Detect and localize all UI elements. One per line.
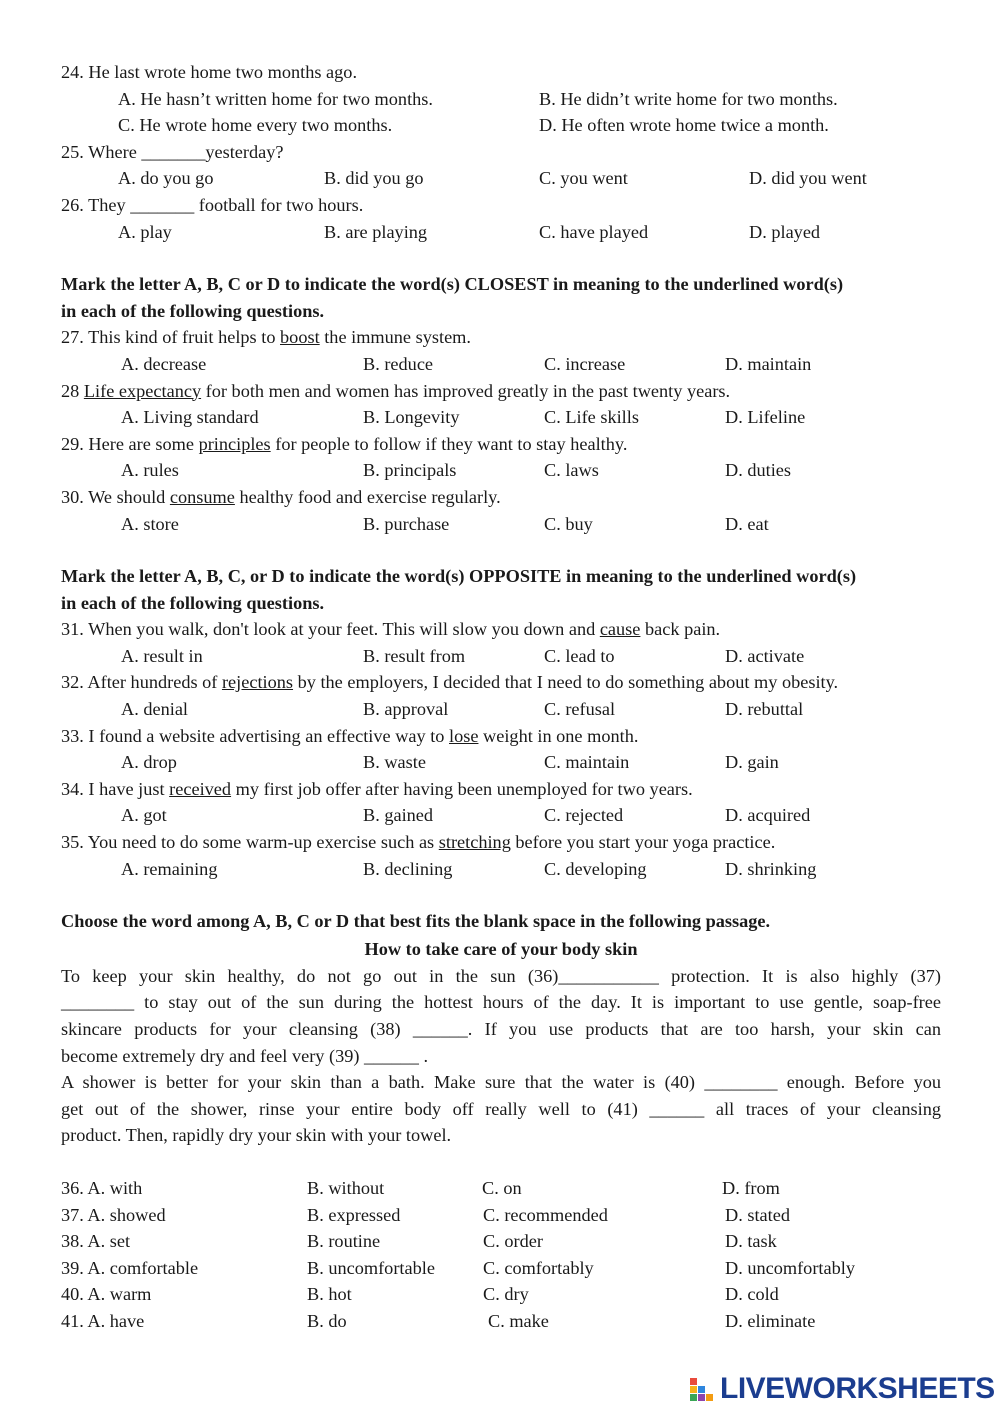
q34-option-a[interactable]: A. got xyxy=(121,805,167,826)
q38-option-d[interactable]: D. task xyxy=(725,1231,777,1252)
q35-option-c[interactable]: C. developing xyxy=(544,858,647,879)
q41-option-b[interactable]: B. do xyxy=(307,1310,347,1331)
q31-underlined-word: cause xyxy=(599,619,641,640)
q32-option-b[interactable]: B. approval xyxy=(363,699,449,720)
q31-option-d[interactable]: D. activate xyxy=(725,645,805,666)
question-34-options xyxy=(61,802,941,829)
passage-line-1: To keep your skin healthy, do not go out in the sun (36)___________ protection. It is also highly (37) xyxy=(61,965,941,986)
question-26-options xyxy=(61,219,941,246)
q36-option-c[interactable]: C. on xyxy=(482,1177,522,1198)
passage-line-5: A shower is better for your skin than a bath. Make sure that the water is (40) ________ enough. Before you xyxy=(61,1072,941,1093)
q33-option-b[interactable]: B. waste xyxy=(363,752,426,773)
q30-option-a[interactable]: A. store xyxy=(121,513,179,534)
q34-option-b[interactable]: B. gained xyxy=(363,805,434,826)
question-38-options xyxy=(61,1228,941,1255)
q33-option-c[interactable]: C. maintain xyxy=(544,752,630,773)
q35-option-b[interactable]: B. declining xyxy=(363,858,453,879)
q25-option-c[interactable]: C. you went xyxy=(539,168,628,189)
q24-option-b[interactable]: B. He didn’t write home for two months. xyxy=(539,88,838,109)
q32-option-d[interactable]: D. rebuttal xyxy=(725,699,804,720)
question-32-options xyxy=(61,696,941,723)
q24-option-d[interactable]: D. He often wrote home twice a month. xyxy=(539,115,829,136)
q34-option-d[interactable]: D. acquired xyxy=(725,805,811,826)
worksheet-page xyxy=(61,59,941,1335)
question-30-options xyxy=(61,511,941,538)
q38-option-b[interactable]: B. routine xyxy=(307,1231,381,1252)
question-24-stem: 24. He last wrote home two months ago. xyxy=(61,62,358,82)
q30-option-c[interactable]: C. buy xyxy=(544,513,593,534)
q35-underlined-word: stretching xyxy=(438,832,511,853)
q37-option-b[interactable]: B. expressed xyxy=(307,1204,401,1225)
q41-option-d[interactable]: D. eliminate xyxy=(725,1310,816,1331)
question-41-options xyxy=(61,1308,941,1335)
q39-option-b[interactable]: B. uncomfortable xyxy=(307,1257,435,1278)
q40-option-d[interactable]: D. cold xyxy=(725,1284,779,1305)
q31-option-a[interactable]: A. result in xyxy=(121,645,203,666)
q28-option-c[interactable]: C. Life skills xyxy=(544,407,639,428)
passage-line-4: become extremely dry and feel very (39) ______ . xyxy=(61,1045,429,1066)
question-27-stem: 27. This kind of fruit helps to boost the immune system. xyxy=(61,327,471,348)
q28-option-b[interactable]: B. Longevity xyxy=(363,407,460,428)
q31-option-b[interactable]: B. result from xyxy=(363,645,466,666)
q37-option-d[interactable]: D. stated xyxy=(725,1204,790,1225)
liveworksheets-logo-icon xyxy=(690,1376,716,1402)
question-40-options xyxy=(61,1281,941,1308)
q37-option-c[interactable]: C. recommended xyxy=(483,1204,608,1225)
section-passage-instruction: Choose the word among A, B, C or D that best fits the blank space in the following passage. xyxy=(61,911,771,932)
question-28-options xyxy=(61,404,941,431)
question-29-options xyxy=(61,457,941,484)
q27-option-a[interactable]: A. decrease xyxy=(121,353,207,374)
question-39-options xyxy=(61,1255,941,1282)
q26-option-d[interactable]: D. played xyxy=(749,221,821,242)
q34-underlined-word: received xyxy=(169,778,232,799)
q39-option-d[interactable]: D. uncomfortably xyxy=(725,1257,855,1278)
q24-option-a[interactable]: A. He hasn’t written home for two months. xyxy=(118,88,433,109)
question-35-stem: 35. You need to do some warm-up exercise such as stretching before you start your yoga practice. xyxy=(61,832,776,853)
q29-underlined-word: principles xyxy=(198,433,271,454)
section-opposite-instruction-line2: in each of the following questions. xyxy=(61,592,325,613)
q36-option-a[interactable]: 36. A. with xyxy=(61,1177,143,1198)
q28-underlined-word: Life expectancy xyxy=(83,380,202,401)
q24-option-c[interactable]: C. He wrote home every two months. xyxy=(118,115,393,136)
q28-option-d[interactable]: D. Lifeline xyxy=(725,407,806,428)
q41-option-c[interactable]: C. make xyxy=(488,1310,549,1331)
passage-line-2: ________ to stay out of the sun during the hottest hours of the day. It is important to use gentle, soap-free xyxy=(61,992,941,1013)
q27-underlined-word: boost xyxy=(280,327,320,348)
q30-option-d[interactable]: D. eat xyxy=(725,513,769,534)
q40-option-a[interactable]: 40. A. warm xyxy=(61,1284,152,1305)
q27-option-c[interactable]: C. increase xyxy=(544,353,626,374)
q25-option-a[interactable]: A. do you go xyxy=(118,168,214,189)
question-34-stem: 34. I have just received my first job offer after having been unemployed for two years. xyxy=(61,778,693,799)
question-36-options xyxy=(61,1175,941,1202)
q33-option-a[interactable]: A. drop xyxy=(121,752,177,773)
q29-option-d[interactable]: D. duties xyxy=(725,460,792,481)
question-33-options xyxy=(61,749,941,776)
q36-option-d[interactable]: D. from xyxy=(722,1177,780,1198)
question-25-stem: 25. Where _______yesterday? xyxy=(61,141,284,162)
q41-option-a[interactable]: 41. A. have xyxy=(61,1310,145,1331)
q27-option-b[interactable]: B. reduce xyxy=(363,353,434,374)
q26-option-b[interactable]: B. are playing xyxy=(324,221,428,242)
question-28-stem: 28 Life expectancy for both men and women has improved greatly in the past twenty years. xyxy=(61,380,731,401)
passage-line-7: product. Then, rapidly dry your skin with your towel. xyxy=(61,1125,452,1146)
passage-line-6: get out of the shower, rinse your entire body off really well to (41) ______ all traces of your cleansing xyxy=(61,1098,941,1119)
liveworksheets-logo xyxy=(690,1372,995,1406)
q32-underlined-word: rejections xyxy=(221,672,294,693)
q34-option-c[interactable]: C. rejected xyxy=(544,805,624,826)
q39-option-a[interactable]: 39. A. comfortable xyxy=(61,1257,199,1278)
q40-option-c[interactable]: C. dry xyxy=(483,1284,529,1305)
q33-option-d[interactable]: D. gain xyxy=(725,752,779,773)
question-29-stem: 29. Here are some principles for people to follow if they want to stay healthy. xyxy=(61,433,628,454)
question-24-options-row2 xyxy=(61,112,941,139)
q30-option-b[interactable]: B. purchase xyxy=(363,513,450,534)
passage-title: How to take care of your body skin xyxy=(364,938,638,959)
question-31-options xyxy=(61,643,941,670)
q38-option-a[interactable]: 38. A. set xyxy=(61,1231,131,1252)
question-31-stem: 31. When you walk, don't look at your feet. This will slow you down and cause back pain. xyxy=(61,619,721,640)
q26-option-c[interactable]: C. have played xyxy=(539,221,649,242)
q29-option-c[interactable]: C. laws xyxy=(544,460,599,481)
q32-option-a[interactable]: A. denial xyxy=(121,699,189,720)
question-37-options xyxy=(61,1202,941,1229)
q35-option-a[interactable]: A. remaining xyxy=(121,858,218,879)
q39-option-c[interactable]: C. comfortably xyxy=(483,1257,594,1278)
question-35-options xyxy=(61,856,941,883)
q29-option-a[interactable]: A. rules xyxy=(121,460,179,481)
q26-option-a[interactable]: A. play xyxy=(118,221,172,242)
question-32-stem: 32. After hundreds of rejections by the employers, I decided that I need to do something about my obesity. xyxy=(61,672,839,693)
question-30-stem: 30. We should consume healthy food and exercise regularly. xyxy=(61,486,501,507)
q33-underlined-word: lose xyxy=(449,725,479,746)
section-opposite-instruction-line1: Mark the letter A, B, C, or D to indicate the word(s) OPPOSITE in meaning to the underlined word(s) xyxy=(61,566,857,587)
liveworksheets-logo-text: LIVEWORKSHEETS xyxy=(720,1372,995,1405)
question-33-stem: 33. I found a website advertising an effective way to lose weight in one month. xyxy=(61,725,639,746)
q30-underlined-word: consume xyxy=(169,486,235,507)
q36-option-b[interactable]: B. without xyxy=(307,1177,385,1198)
q38-option-c[interactable]: C. order xyxy=(483,1231,543,1252)
section-closest-instruction-line1: Mark the letter A, B, C or D to indicate the word(s) CLOSEST in meaning to the underlined word(s) xyxy=(61,274,844,295)
section-closest-instruction-line2: in each of the following questions. xyxy=(61,300,325,321)
question-25-options xyxy=(61,165,941,192)
passage-line-3: skincare products for your cleansing (38) ______. If you use products that are too harsh, your skin can xyxy=(61,1019,941,1039)
question-24-options-row1 xyxy=(61,86,941,113)
q37-option-a[interactable]: 37. A. showed xyxy=(61,1204,166,1225)
q29-option-b[interactable]: B. principals xyxy=(363,460,457,481)
q25-option-d[interactable]: D. did you went xyxy=(749,168,867,189)
q25-option-b[interactable]: B. did you go xyxy=(324,168,424,189)
q40-option-b[interactable]: B. hot xyxy=(307,1284,352,1305)
question-27-options xyxy=(61,351,941,378)
q35-option-d[interactable]: D. shrinking xyxy=(725,858,817,879)
q28-option-a[interactable]: A. Living standard xyxy=(121,407,259,428)
q27-option-d[interactable]: D. maintain xyxy=(725,353,812,374)
q32-option-c[interactable]: C. refusal xyxy=(544,699,616,720)
question-26-stem: 26. They _______ football for two hours. xyxy=(61,194,364,215)
q31-option-c[interactable]: C. lead to xyxy=(544,645,615,666)
